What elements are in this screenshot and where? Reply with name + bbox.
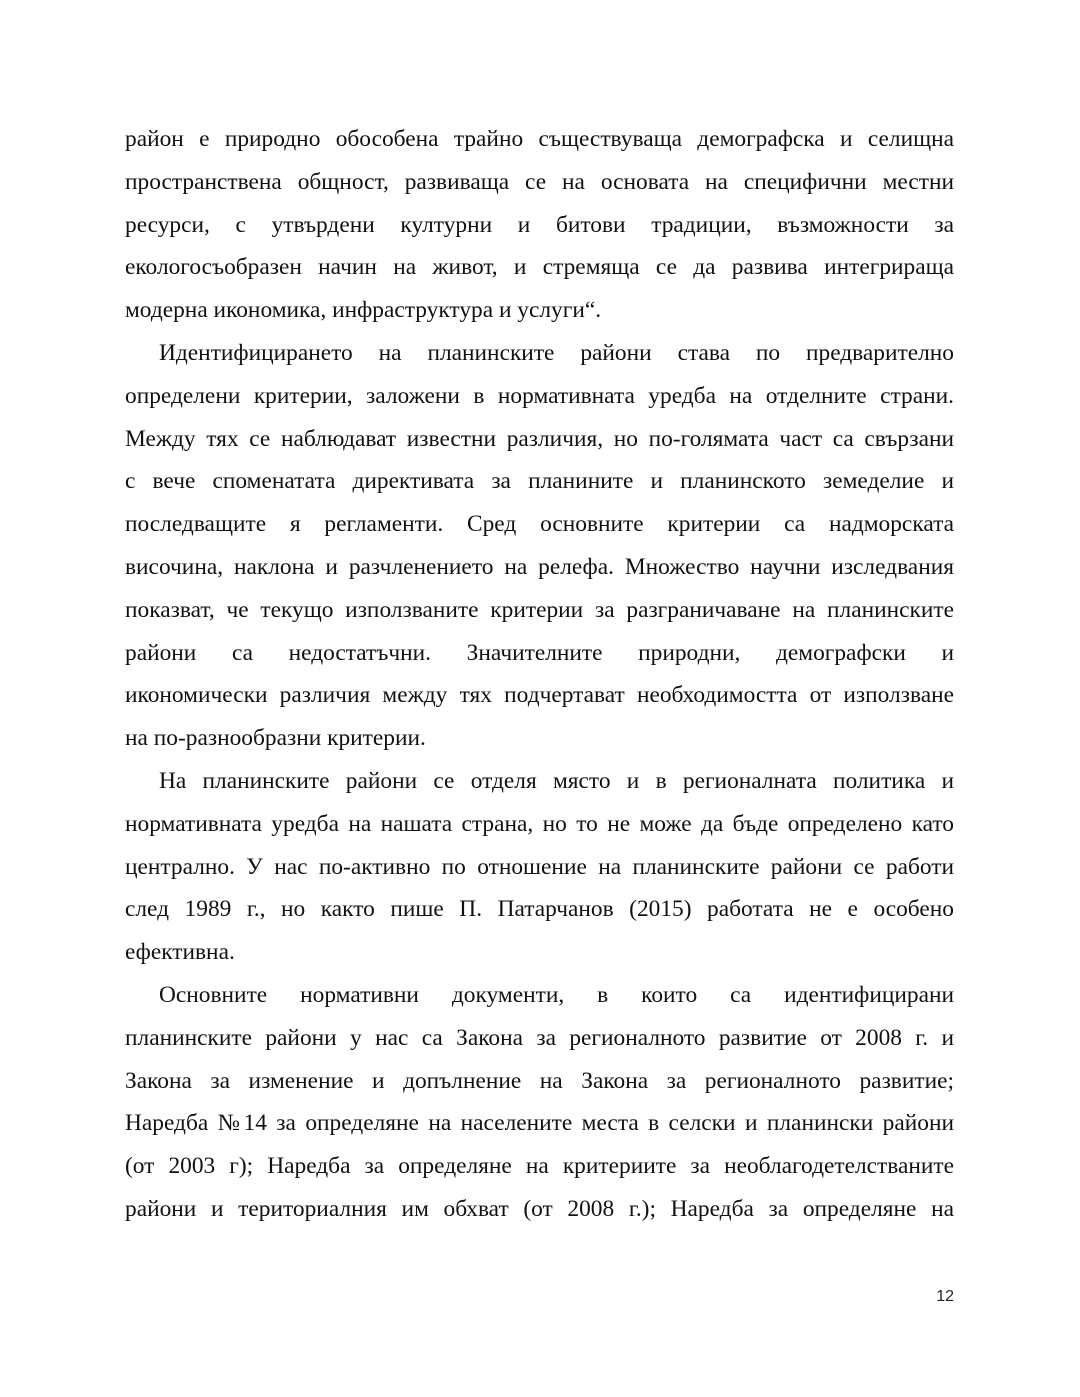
text-line: район е природно обособена трайно съществуваща демографска и селищна xyxy=(125,126,954,152)
text-line: икономически различия между тях подчертават необходимостта от използване xyxy=(125,682,954,709)
text-line: нормативната уредба на нашата страна, но то не може да бъде определено като xyxy=(125,810,954,837)
text-line: Идентифицирането на планинските райони става по предварително xyxy=(159,339,954,366)
text-line: Основните нормативни документи, в които са идентифицирани xyxy=(159,981,954,1008)
text-line: Между тях се наблюдават известни различия, но по-голямата част са свързани xyxy=(125,425,954,452)
text-line: (от 2003 г); Наредба за определяне на критериите за необлагодетелстваните xyxy=(125,1153,954,1180)
text-line: райони са недостатъчни. Значителните природни, демографски и xyxy=(125,639,954,666)
paragraph-4 xyxy=(125,974,954,1231)
text-line: последващите я регламенти. Сред основните критерии са надморската xyxy=(125,511,954,538)
text-line: Закона за изменение и допълнение на Закона за регионалното развитие; xyxy=(125,1067,954,1094)
page-number: 12 xyxy=(936,1288,954,1305)
paragraph-1 xyxy=(125,118,954,332)
paragraph-3 xyxy=(125,760,954,974)
text-line: ефективна. xyxy=(125,939,235,966)
document-body xyxy=(125,118,954,1231)
text-line: показват, че текущо използваните критерии за разграничаване на планинските xyxy=(125,596,954,623)
text-line: на по-разнообразни критерии. xyxy=(125,725,426,752)
text-line: екологосъобразен начин на живот, и стремяща се да развива интегрираща xyxy=(125,254,954,281)
text-line: модерна икономика, инфраструктура и услуги“. xyxy=(125,297,602,324)
text-line: Наредба №14 за определяне на населените места в селски и планински райони xyxy=(125,1110,954,1137)
text-line: с вече споменатата директивата за планините и планинското земеделие и xyxy=(125,468,954,495)
text-line: пространствена общност, развиваща се на основата на специфични местни xyxy=(125,168,954,195)
text-line: райони и териториалния им обхват (от 2008 г.); Наредба за определяне на xyxy=(125,1195,954,1222)
text-line: ресурси, с утвърдени културни и битови традиции, възможности за xyxy=(125,211,954,238)
text-line: след 1989 г., но както пише П. Патарчанов (2015) работата не е особено xyxy=(125,896,954,923)
text-line: височина, наклона и разчленението на релефа. Множество научни изследвания xyxy=(125,553,954,580)
text-line: определени критерии, заложени в нормативната уредба на отделните страни. xyxy=(125,382,954,409)
text-line: На планинските райони се отделя място и в регионалната политика и xyxy=(159,767,954,794)
text-line: централно. У нас по-активно по отношение на планинските райони се работи xyxy=(125,853,954,880)
paragraph-2 xyxy=(125,332,954,760)
text-line: планинските райони у нас са Закона за регионалното развитие от 2008 г. и xyxy=(125,1024,954,1051)
